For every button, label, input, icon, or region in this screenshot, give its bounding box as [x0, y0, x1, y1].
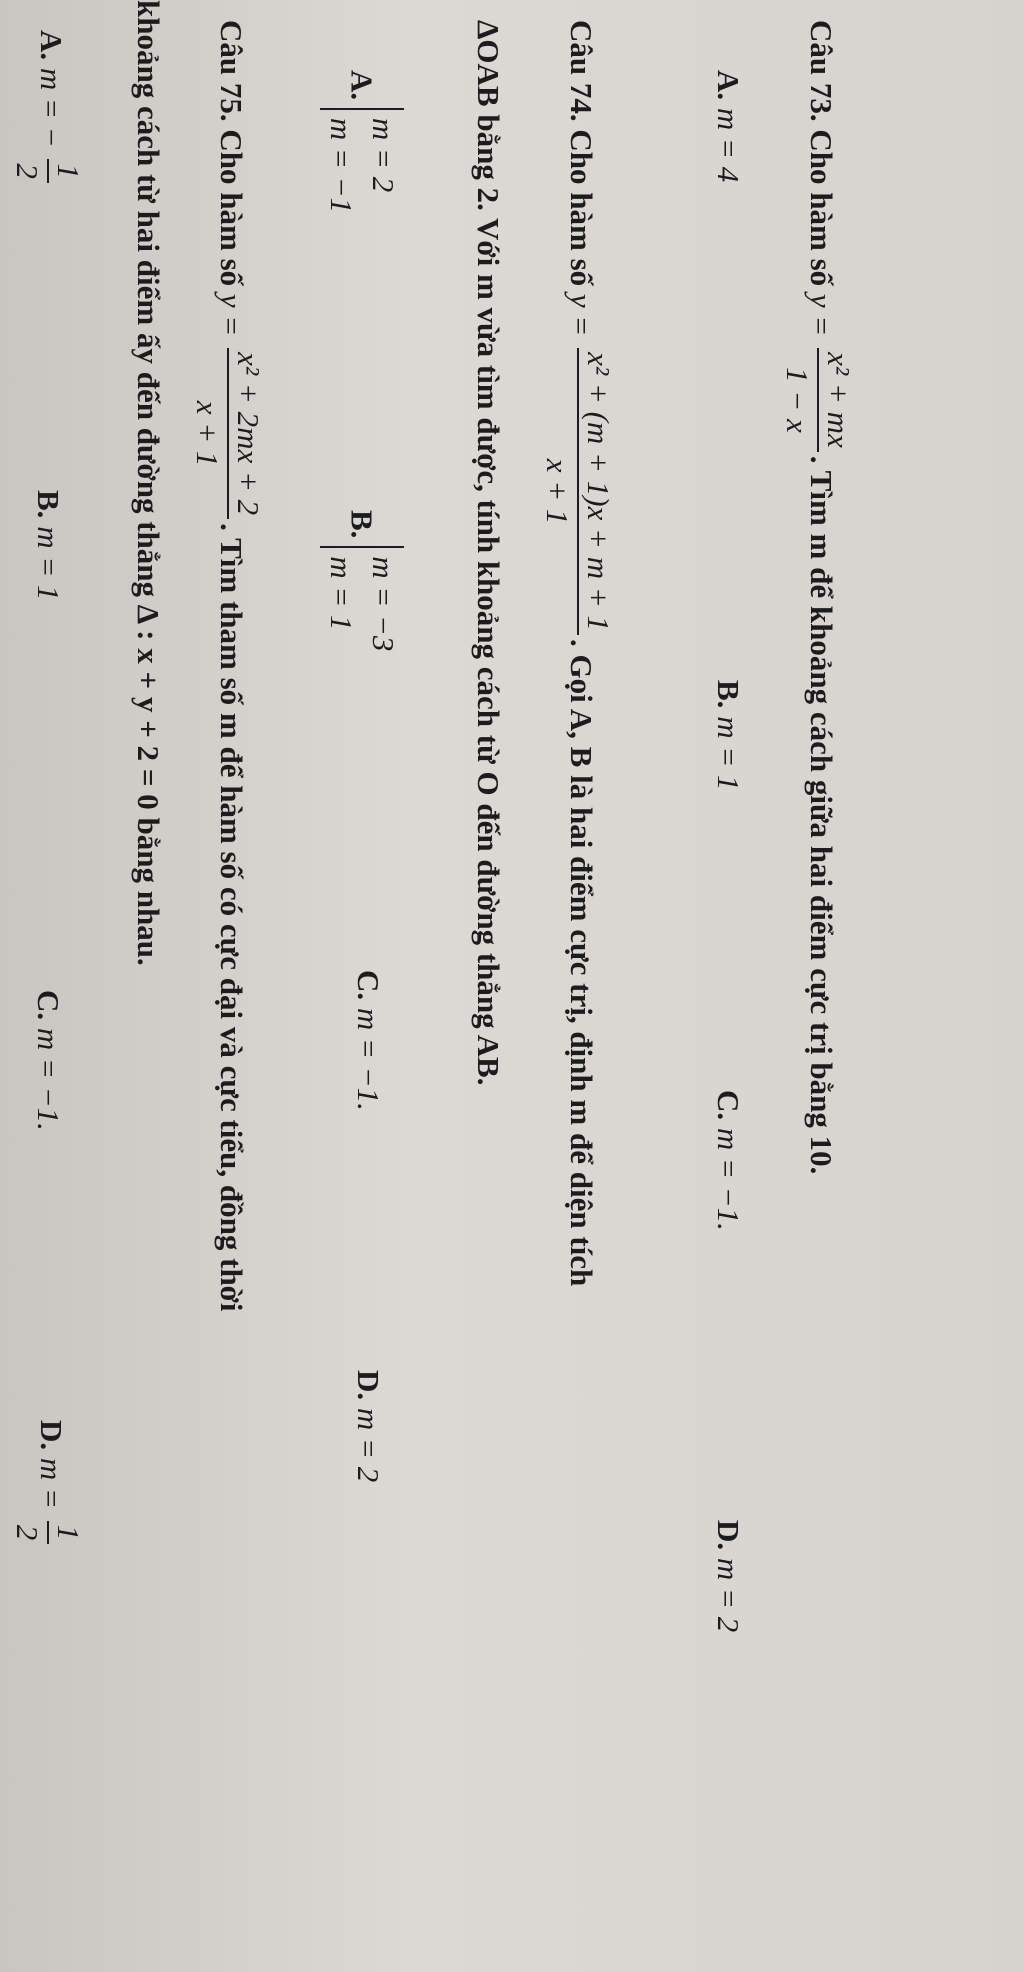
- question-75: [192, 20, 264, 1311]
- question-text: . Tìm tham số m để hàm số có cực đại và cực tiểu, đồng thời: [213, 523, 249, 1312]
- function-lhs: y =: [563, 293, 599, 337]
- option-c[interactable]: C. m = −1.: [711, 1090, 746, 1231]
- question-75-line2: khoảng cách từ hai điểm ấy đến đường thẳng Δ : x + y + 2 = 0 bằng nhau.: [131, 0, 166, 966]
- function-fraction: [542, 348, 614, 635]
- fraction-denominator: 1 − x: [780, 367, 815, 433]
- function-lhs: y =: [803, 293, 839, 337]
- question-label: Câu 73.: [803, 20, 839, 122]
- option-fraction: 1 2: [12, 1521, 84, 1545]
- fraction-numerator: x² + 2mx + 2: [227, 348, 264, 519]
- system-brace: m = 2 m = −1: [320, 108, 404, 213]
- option-d[interactable]: D. m = 2: [711, 1520, 746, 1633]
- option-b[interactable]: B. m = 1: [711, 680, 746, 791]
- fraction-denominator: x + 1: [540, 458, 575, 525]
- fraction-numerator: x² + mx: [817, 348, 854, 452]
- question-intro: Cho hàm số: [563, 129, 599, 287]
- question-intro: Cho hàm số: [213, 129, 249, 287]
- option-d[interactable]: D. m = 2: [351, 1370, 386, 1483]
- option-c[interactable]: C. m = −1.: [31, 990, 66, 1131]
- question-intro: Cho hàm số: [803, 129, 839, 287]
- question-74-line2: ΔOAB bằng 2. Với m vừa tìm được, tính khoảng cách từ O đến đường thẳng AB.: [471, 20, 506, 1086]
- option-a[interactable]: A. m = 4: [711, 70, 746, 183]
- option-b[interactable]: B. m = 1: [31, 490, 66, 601]
- option-a[interactable]: A. m = 2 m = −1: [320, 70, 404, 213]
- function-lhs: y =: [213, 293, 249, 337]
- fraction-numerator: x² + (m + 1)x + m + 1: [577, 348, 614, 635]
- fraction-denominator: x + 1: [190, 400, 225, 467]
- options-74: [324, 70, 404, 1720]
- function-fraction: [782, 348, 854, 452]
- question-label: Câu 75.: [213, 20, 249, 122]
- question-74: [542, 20, 614, 1286]
- question-73: [782, 20, 854, 1174]
- option-d[interactable]: D. m = 1 2: [12, 1420, 84, 1548]
- option-fraction: 1 2: [12, 159, 84, 183]
- option-a[interactable]: A. m = − 1 2: [12, 30, 84, 187]
- options-75: [4, 30, 84, 1680]
- function-fraction: [192, 348, 264, 519]
- question-text: . Gọi A, B là hai điểm cực trị, định m để diện tích: [563, 639, 599, 1287]
- option-b[interactable]: B. m = −3 m = 1: [320, 510, 404, 651]
- question-text: . Tìm m để khoảng cách giữa hai điểm cực trị bằng 10.: [803, 455, 839, 1175]
- system-brace: m = −3 m = 1: [320, 546, 404, 651]
- option-c[interactable]: C. m = −1.: [351, 970, 386, 1111]
- question-label: Câu 74.: [563, 20, 599, 122]
